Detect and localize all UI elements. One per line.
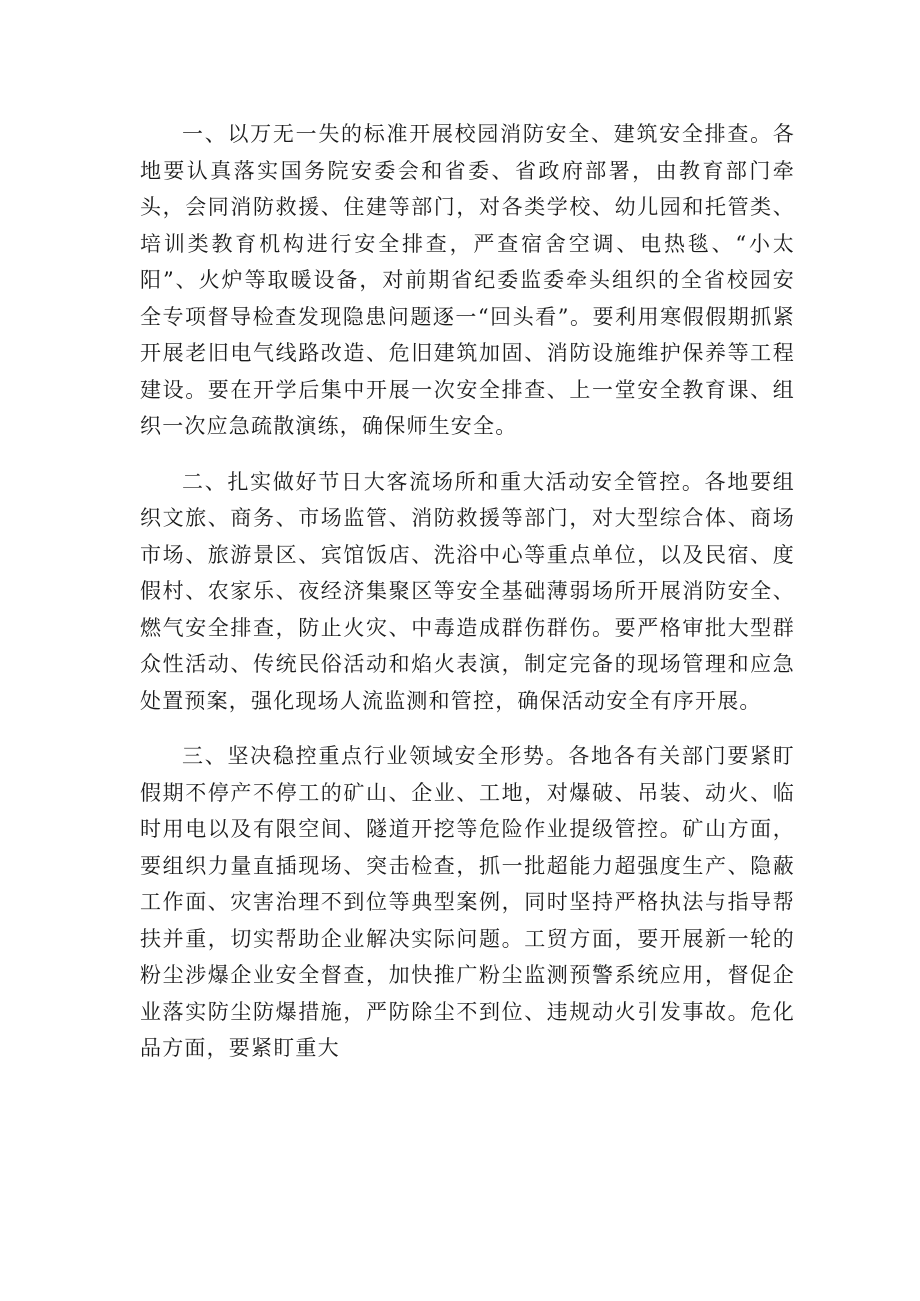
- paragraph-holiday-crowd-safety: 二、扎实做好节日大客流场所和重大活动安全管控。各地要组织文旅、商务、市场监管、消防救援等部门，对大型综合体、商场市场、旅游景区、宾馆饭店、洗浴中心等重点单位，以及民宿、度假村、农家乐、夜经济集聚区等安全基础薄弱场所开展消防安全、燃气安全排查，防止火灾、中毒造成群伤群伤。要严格审批大型群众性活动、传统民俗活动和焰火表演，制定完备的现场管理和应急处置预案，强化现场人流监测和管控，确保活动安全有序开展。: [140, 469, 795, 713]
- paragraph-campus-safety: 一、以万无一失的标准开展校园消防安全、建筑安全排查。各地要认真落实国务院安委会和省委、省政府部署，由教育部门牵头，会同消防救援、住建等部门，对各类学校、幼儿园和托管类、培训类教育机构进行安全排查，严查宿舍空调、电热毯、“小太阳”、火炉等取暖设备，对前期省纪委监委牵头组织的全省校园安全专项督导检查发现隐患问题逐一“回头看”。要利用寒假假期抓紧开展老旧电气线路改造、危旧建筑加固、消防设施维护保养等工程建设。要在开学后集中开展一次安全排查、上一堂安全教育课、组织一次应急疏散演练，确保师生安全。: [140, 122, 795, 438]
- paragraph-industry-safety: 三、坚决稳控重点行业领域安全形势。各地各有关部门要紧盯假期不停产不停工的矿山、企业、工地，对爆破、吊装、动火、临时用电以及有限空间、隧道开挖等危险作业提级管控。矿山方面，要组织力量直插现场、突击检查，抓一批超能力超强度生产、隐蔽工作面、灾害治理不到位等典型案例，同时坚持严格执法与指导帮扶并重，切实帮助企业解决实际问题。工贸方面，要开展新一轮的粉尘涉爆企业安全督查，加快推广粉尘监测预警系统应用，督促企业落实防尘防爆措施，严防除尘不到位、违规动火引发事故。危化品方面，要紧盯重大: [140, 744, 795, 1060]
- document-body: [140, 116, 795, 1067]
